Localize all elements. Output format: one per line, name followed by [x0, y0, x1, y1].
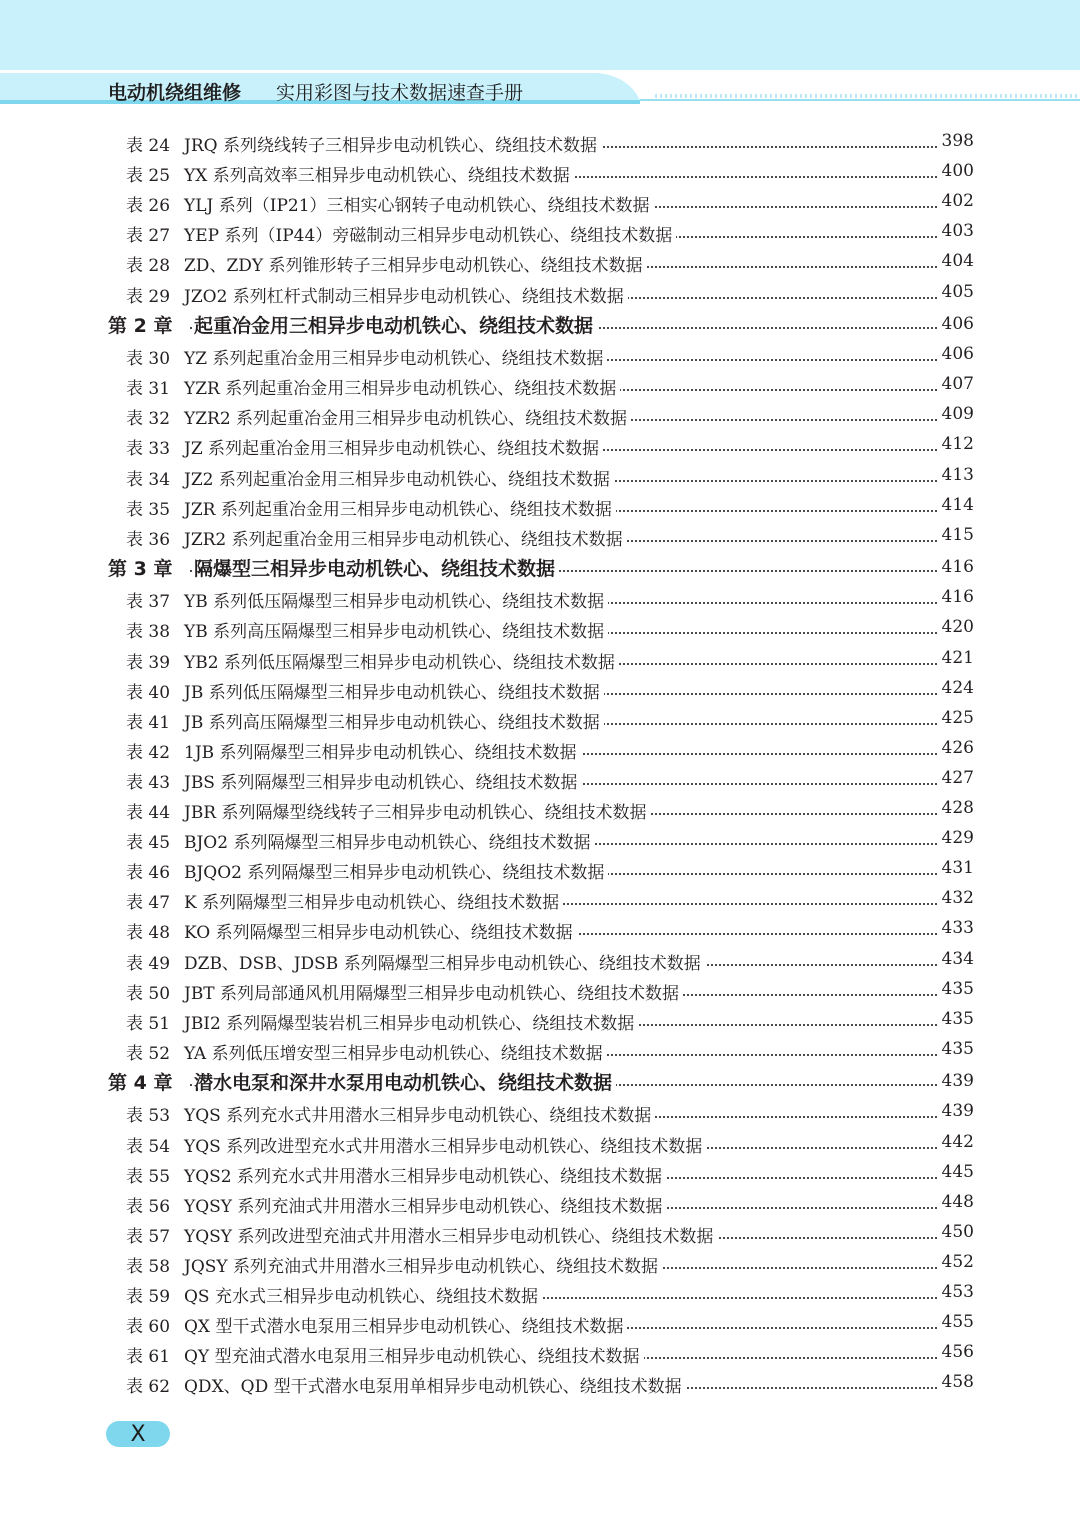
page-ref: 409	[938, 404, 974, 424]
toc-entry-row[interactable]	[0, 1128, 1080, 1158]
toc-entry-row[interactable]	[0, 583, 1080, 613]
toc-entry-row[interactable]	[0, 794, 1080, 824]
toc-entry-row[interactable]	[0, 914, 1080, 944]
table-label: 表 26	[126, 196, 171, 217]
toc-entry-row[interactable]	[0, 157, 1080, 187]
table-label: 表 48	[126, 923, 171, 944]
table-label: 表 51	[126, 1013, 171, 1034]
page-ref: 421	[938, 648, 974, 668]
entry-title: YQS 系列充水式井用潜水三相异步电动机铁心、绕组技术数据	[184, 1101, 655, 1126]
table-label: 表 57	[126, 1226, 171, 1247]
toc-entry-row[interactable]	[0, 430, 1080, 460]
table-label: 表 42	[126, 742, 171, 763]
entry-title: JZ2 系列起重冶金用三相异步电动机铁心、绕组技术数据	[184, 465, 614, 490]
entry-title: QS 充水式三相异步电动机铁心、绕组技术数据	[184, 1282, 542, 1307]
toc-entry-row[interactable]	[0, 217, 1080, 247]
entry-title: YB 系列低压隔爆型三相异步电动机铁心、绕组技术数据	[184, 587, 608, 612]
table-label: 表 39	[126, 652, 171, 673]
entry-title: YZ 系列起重冶金用三相异步电动机铁心、绕组技术数据	[184, 344, 607, 369]
page-ref: 400	[938, 161, 974, 181]
toc-entry-row[interactable]	[0, 1308, 1080, 1338]
table-label: 表 56	[126, 1196, 171, 1217]
table-label: 表 43	[126, 772, 171, 793]
entry-title: BJO2 系列隔爆型三相异步电动机铁心、绕组技术数据	[184, 828, 594, 853]
toc-entry-row[interactable]	[0, 674, 1080, 704]
toc-entry-row[interactable]	[0, 491, 1080, 521]
entry-title: YEP 系列（IP44）旁磁制动三相异步电动机铁心、绕组技术数据	[184, 221, 676, 246]
toc-entry-row[interactable]	[0, 1005, 1080, 1035]
page-ref: 427	[938, 768, 974, 788]
toc-entry-row[interactable]	[0, 945, 1080, 975]
entry-title: JB 系列低压隔爆型三相异步电动机铁心、绕组技术数据	[184, 678, 604, 703]
table-label: 表 33	[126, 439, 171, 460]
toc-chapter-row[interactable]	[0, 1065, 1080, 1095]
page-ref: 432	[938, 888, 974, 908]
page-ref: 456	[938, 1342, 974, 1362]
toc-chapter-row[interactable]	[0, 551, 1080, 581]
toc-entry-row[interactable]	[0, 734, 1080, 764]
entry-title: QY 型充油式潜水电泵用三相异步电动机铁心、绕组技术数据	[184, 1342, 644, 1367]
table-label: 表 27	[126, 226, 171, 247]
toc-entry-row[interactable]	[0, 278, 1080, 308]
chapter-title: 隔爆型三相异步电动机铁心、绕组技术数据	[194, 554, 559, 581]
toc-entry-row[interactable]	[0, 704, 1080, 734]
entry-title: JQSY 系列充油式井用潜水三相异步电动机铁心、绕组技术数据	[184, 1252, 662, 1277]
page-ref: 431	[938, 858, 974, 878]
page-ref: 450	[938, 1222, 974, 1242]
entry-title: YQSY 系列充油式井用潜水三相异步电动机铁心、绕组技术数据	[184, 1192, 666, 1217]
entry-title: BJQO2 系列隔爆型三相异步电动机铁心、绕组技术数据	[184, 858, 608, 883]
entry-title: KO 系列隔爆型三相异步电动机铁心、绕组技术数据	[184, 918, 577, 943]
table-label: 表 61	[126, 1347, 171, 1368]
entry-title: QDX、QD 型干式潜水电泵用单相异步电动机铁心、绕组技术数据	[184, 1372, 686, 1397]
entry-title: YLJ 系列（IP21）三相实心钢转子电动机铁心、绕组技术数据	[184, 191, 654, 216]
page-ref: 403	[938, 221, 974, 241]
entry-title: YB 系列高压隔爆型三相异步电动机铁心、绕组技术数据	[184, 617, 608, 642]
entry-title: YQSY 系列改进型充油式井用潜水三相异步电动机铁心、绕组技术数据	[184, 1222, 717, 1247]
page-ref: 458	[938, 1372, 974, 1392]
table-label: 表 41	[126, 712, 171, 733]
page-ref: 402	[938, 191, 974, 211]
table-label: 表 59	[126, 1287, 171, 1307]
page-ref: 420	[938, 617, 974, 637]
toc-entry-row[interactable]	[0, 613, 1080, 643]
toc-entry-row[interactable]	[0, 1188, 1080, 1218]
page-number: X	[130, 1421, 146, 1447]
book-title: 电动机绕组维修	[108, 82, 242, 104]
page-ref: 406	[938, 314, 974, 334]
page-ref: 416	[938, 587, 974, 607]
toc-entry-row[interactable]	[0, 370, 1080, 400]
page-ref: 426	[938, 738, 974, 758]
page-ref: 455	[938, 1312, 974, 1332]
entry-title: DZB、DSB、JDSB 系列隔爆型三相异步电动机铁心、绕组技术数据	[184, 949, 705, 974]
table-label: 表 52	[126, 1043, 171, 1064]
entry-title: 1JB 系列隔爆型三相异步电动机铁心、绕组技术数据	[184, 738, 581, 763]
toc-entry-row[interactable]	[0, 127, 1080, 157]
page-ref: 434	[938, 949, 974, 969]
page-ref: 425	[938, 708, 974, 728]
entry-title: ZD、ZDY 系列锥形转子三相异步电动机铁心、绕组技术数据	[184, 251, 647, 276]
entry-title: K 系列隔爆型三相异步电动机铁心、绕组技术数据	[184, 888, 563, 913]
page-ref: 452	[938, 1252, 974, 1272]
entry-title: QX 型干式潜水电泵用三相异步电动机铁心、绕组技术数据	[184, 1312, 627, 1337]
toc-entry-row[interactable]	[0, 521, 1080, 551]
page-ref: 448	[938, 1192, 974, 1212]
table-label: 表 24	[126, 136, 171, 156]
entry-title: JBR 系列隔爆型绕线转子三相异步电动机铁心、绕组技术数据	[184, 798, 651, 823]
toc-entry-row[interactable]	[0, 1338, 1080, 1368]
table-label: 表 38	[126, 622, 171, 643]
entry-title: JZR 系列起重冶金用三相异步电动机铁心、绕组技术数据	[184, 495, 616, 520]
table-label: 表 37	[126, 592, 171, 613]
page-ref: 429	[938, 828, 974, 848]
toc-entry-row[interactable]	[0, 247, 1080, 277]
table-label: 表 35	[126, 499, 171, 520]
page-ref: 428	[938, 798, 974, 818]
table-label: 表 46	[126, 863, 171, 884]
table-label: 表 49	[126, 953, 171, 974]
page-ref: 445	[938, 1162, 974, 1182]
entry-title: JRQ 系列绕线转子三相异步电动机铁心、绕组技术数据	[184, 131, 601, 156]
page-ref: 442	[938, 1132, 974, 1152]
table-label: 表 58	[126, 1256, 171, 1277]
page-number-badge	[106, 1421, 170, 1447]
chapter-title: 起重冶金用三相异步电动机铁心、绕组技术数据	[194, 311, 597, 338]
table-label: 表 47	[126, 893, 171, 914]
page-ref: 404	[938, 251, 974, 271]
table-label: 表 34	[126, 469, 171, 490]
book-subtitle: 实用彩图与技术数据速查手册	[276, 82, 524, 104]
entry-title: YQS2 系列充水式井用潜水三相异步电动机铁心、绕组技术数据	[184, 1162, 666, 1187]
toc-entry-row[interactable]	[0, 1248, 1080, 1278]
table-label: 表 29	[126, 286, 171, 307]
entry-title: YB2 系列低压隔爆型三相异步电动机铁心、绕组技术数据	[184, 648, 619, 673]
toc-entry-row[interactable]	[0, 1218, 1080, 1248]
toc-entry-row[interactable]	[0, 824, 1080, 854]
toc-entry-row[interactable]	[0, 764, 1080, 794]
table-label: 表 36	[126, 529, 171, 550]
entry-title: YZR 系列起重冶金用三相异步电动机铁心、绕组技术数据	[184, 374, 620, 399]
entry-title: JBT 系列局部通风机用隔爆型三相异步电动机铁心、绕组技术数据	[184, 979, 683, 1004]
page-ref: 435	[938, 1009, 974, 1029]
chapter-label: 第 4 章	[108, 1071, 173, 1094]
table-label: 表 32	[126, 409, 171, 430]
chapter-label: 第 2 章	[108, 314, 173, 337]
page-ref: 435	[938, 1039, 974, 1059]
table-label: 表 40	[126, 682, 171, 703]
toc-entry-row[interactable]	[0, 1278, 1080, 1308]
entry-title: JBS 系列隔爆型三相异步电动机铁心、绕组技术数据	[184, 768, 581, 793]
page-ref: 398	[938, 131, 974, 151]
table-label: 表 25	[126, 166, 171, 187]
toc-entry-row[interactable]	[0, 975, 1080, 1005]
toc-entry-row[interactable]	[0, 1158, 1080, 1188]
toc-chapter-row[interactable]	[0, 308, 1080, 338]
page-header	[0, 0, 1080, 110]
page-ref: 407	[938, 374, 974, 394]
entry-title: YA 系列低压增安型三相异步电动机铁心、绕组技术数据	[184, 1039, 607, 1064]
table-label: 表 62	[126, 1377, 171, 1398]
page-ref: 435	[938, 979, 974, 999]
chapter-title: 潜水电泵和深井水泵用电动机铁心、绕组技术数据	[194, 1068, 616, 1095]
table-label: 表 54	[126, 1136, 171, 1157]
entry-title: YQS 系列改进型充水式井用潜水三相异步电动机铁心、绕组技术数据	[184, 1132, 706, 1157]
table-label: 表 31	[126, 379, 171, 400]
toc-entry-row[interactable]	[0, 854, 1080, 884]
entry-title: JZ 系列起重冶金用三相异步电动机铁心、绕组技术数据	[184, 434, 603, 459]
toc-entry-row[interactable]	[0, 1097, 1080, 1127]
toc-entry-row[interactable]	[0, 1368, 1080, 1398]
table-label: 表 30	[126, 349, 171, 370]
table-label: 表 55	[126, 1166, 171, 1187]
table-label: 表 44	[126, 803, 171, 823]
table-label: 表 60	[126, 1317, 171, 1338]
page-ref: 453	[938, 1282, 974, 1302]
page-ref: 412	[938, 434, 974, 454]
table-label: 表 28	[126, 256, 171, 277]
toc-entry-row[interactable]	[0, 1035, 1080, 1065]
chapter-label: 第 3 章	[108, 557, 173, 580]
page-ref: 414	[938, 495, 974, 515]
entry-title: JB 系列高压隔爆型三相异步电动机铁心、绕组技术数据	[184, 708, 604, 733]
page-ref: 416	[938, 557, 974, 577]
page-ref: 413	[938, 465, 974, 485]
page-ref: 439	[938, 1071, 974, 1091]
page-ref: 415	[938, 525, 974, 545]
toc-entry-row[interactable]	[0, 187, 1080, 217]
toc-entry-row[interactable]	[0, 884, 1080, 914]
page-ref: 405	[938, 282, 974, 302]
toc-entry-row[interactable]	[0, 400, 1080, 430]
entry-title: JZO2 系列杠杆式制动三相异步电动机铁心、绕组技术数据	[184, 282, 628, 307]
page-ref: 433	[938, 918, 974, 938]
entry-title: JBI2 系列隔爆型装岩机三相异步电动机铁心、绕组技术数据	[184, 1009, 638, 1034]
toc-entry-row[interactable]	[0, 340, 1080, 370]
table-label: 表 45	[126, 833, 171, 854]
entry-title: JZR2 系列起重冶金用三相异步电动机铁心、绕组技术数据	[184, 525, 627, 550]
table-label: 表 53	[126, 1106, 171, 1127]
toc-entry-row[interactable]	[0, 644, 1080, 674]
entry-title: YZR2 系列起重冶金用三相异步电动机铁心、绕组技术数据	[184, 404, 631, 429]
table-label: 表 50	[126, 983, 171, 1004]
page-ref: 406	[938, 344, 974, 364]
toc-entry-row[interactable]	[0, 461, 1080, 491]
page-ref: 439	[938, 1101, 974, 1121]
entry-title: YX 系列高效率三相异步电动机铁心、绕组技术数据	[184, 161, 574, 186]
page-ref: 424	[938, 678, 974, 698]
